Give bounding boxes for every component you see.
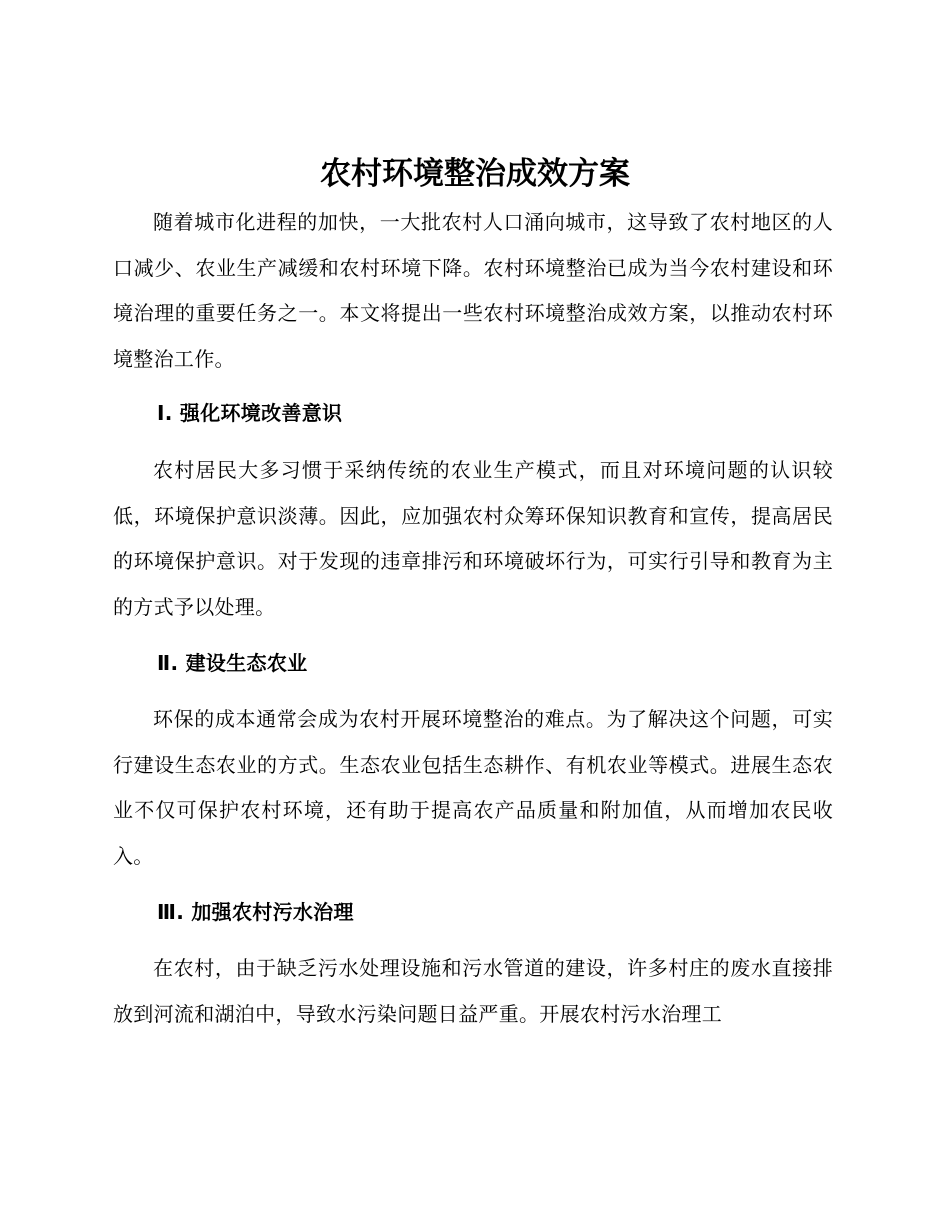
section-body-1: 农村居民大多习惯于采纳传统的农业生产模式，而且对环境问题的认识较低，环境保护意识淡薄。因此，应加强农村众筹环保知识教育和宣传，提高居民的环境保护意识。对于发现的违章排污和环境破坏行为，可实行引导和教育为主的方式予以处理。 (113, 458, 833, 619)
document-title: 农村环境整治成效方案 (320, 156, 630, 192)
intro-paragraph: 随着城市化进程的加快，一大批农村人口涌向城市，这导致了农村地区的人口减少、农业生产减缓和农村环境下降。农村环境整治已成为当今农村建设和环境治理的重要任务之一。本文将提出一些农村环境整治成效方案，以推动农村环境整治工作。 (113, 210, 833, 371)
section-heading-2: Ⅱ. 建设生态农业 (157, 651, 308, 675)
section-heading-1: Ⅰ. 强化环境改善意识 (157, 401, 343, 425)
section-body-3: 在农村，由于缺乏污水处理设施和污水管道的建设，许多村庄的废水直接排放到河流和湖泊中，导致水污染问题日益严重。开展农村污水治理工 (113, 956, 833, 1026)
section-heading-3: Ⅲ. 加强农村污水治理 (157, 900, 354, 924)
section-body-2: 环保的成本通常会成为农村开展环境整治的难点。为了解决这个问题，可实行建设生态农业的方式。生态农业包括生态耕作、有机农业等模式。进展生态农业不仅可保护农村环境，还有助于提高农产品质量和附加值，从而增加农民收入。 (113, 707, 833, 868)
